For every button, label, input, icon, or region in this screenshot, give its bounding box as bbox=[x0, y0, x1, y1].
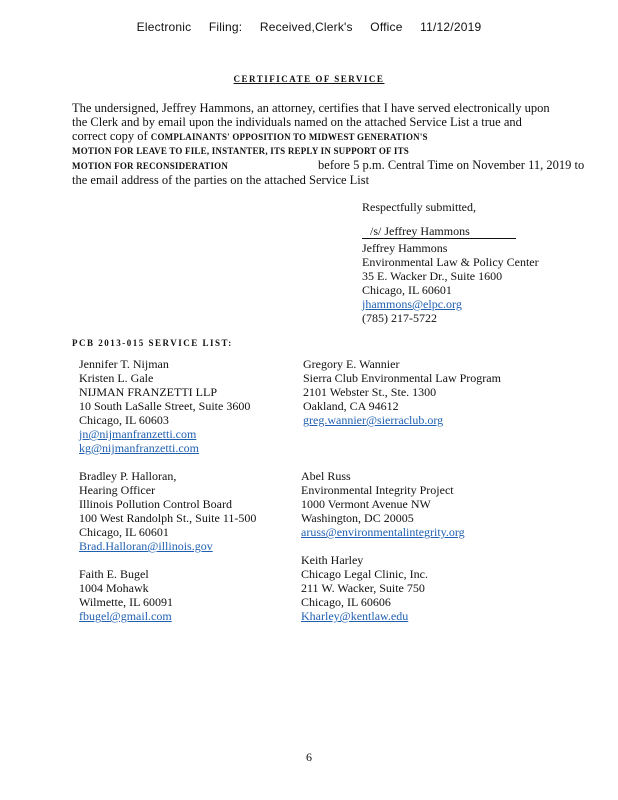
contact-harley bbox=[301, 553, 428, 623]
service-list-title: PCB 2013-015 SERVICE LIST: bbox=[72, 338, 233, 348]
contact-email-link[interactable]: aruss@environmentalintegrity.org bbox=[301, 525, 465, 539]
signer-email-link[interactable]: jhammons@elpc.org bbox=[362, 297, 462, 311]
contact-city: Washington, DC 20005 bbox=[301, 511, 414, 525]
filing-word-4: Office bbox=[370, 20, 403, 34]
body-line-3-text: correct copy of bbox=[72, 129, 151, 143]
contact-name: Faith E. Bugel bbox=[79, 567, 149, 581]
contact-wannier bbox=[303, 357, 501, 427]
page-number: 6 bbox=[306, 750, 312, 764]
contact-bugel bbox=[79, 567, 173, 623]
contact-organization: Environmental Integrity Project bbox=[301, 483, 454, 497]
filing-word-1: Electronic bbox=[136, 20, 192, 34]
body-line-6: the email address of the parties on the attached Service List bbox=[72, 173, 370, 187]
contact-address: 1000 Vermont Avenue NW bbox=[301, 497, 431, 511]
signer-address-1: 35 E. Wacker Dr., Suite 1600 bbox=[362, 269, 503, 283]
body-line-2: the Clerk and by email upon the individuals named on the attached Service List a true and bbox=[72, 115, 522, 129]
contact-email-link[interactable]: fbugel@gmail.com bbox=[79, 609, 172, 623]
document-title-part-3: MOTION FOR RECONSIDERATION bbox=[72, 161, 229, 171]
certificate-title bbox=[0, 74, 618, 84]
contact-city: Chicago, IL 60601 bbox=[79, 525, 169, 539]
contact-name: Abel Russ bbox=[301, 469, 351, 483]
contact-name: Bradley P. Halloran, bbox=[79, 469, 177, 483]
body-line-5-text: before 5 p.m. Central Time on November 11, 2019 to bbox=[318, 158, 585, 172]
contact-address: 2101 Webster St., Ste. 1300 bbox=[303, 385, 437, 399]
certificate-title-text: CERTIFICATE OF SERVICE bbox=[233, 74, 385, 84]
contact-firm: NIJMAN FRANZETTI LLP bbox=[79, 385, 217, 399]
contact-address: 10 South LaSalle Street, Suite 3600 bbox=[79, 399, 251, 413]
contact-role: Hearing Officer bbox=[79, 483, 156, 497]
contact-email-link[interactable]: Kharley@kentlaw.edu bbox=[301, 609, 409, 623]
contact-organization: Illinois Pollution Control Board bbox=[79, 497, 233, 511]
contact-russ bbox=[301, 469, 465, 539]
contact-name: Jennifer T. Nijman bbox=[79, 357, 169, 371]
contact-name: Kristen L. Gale bbox=[79, 371, 154, 385]
filing-date: 11/12/2019 bbox=[420, 20, 482, 34]
contact-address: 1004 Mohawk bbox=[79, 581, 149, 595]
body-line-1: The undersigned, Jeffrey Hammons, an attorney, certifies that I have served electronically upon bbox=[72, 101, 550, 115]
signature-block bbox=[362, 200, 562, 325]
contact-halloran bbox=[79, 469, 256, 553]
filing-word-3: Received,Clerk's bbox=[259, 20, 353, 34]
contact-name: Gregory E. Wannier bbox=[303, 357, 400, 371]
body-line-3 bbox=[72, 129, 552, 144]
contact-city: Chicago, IL 60603 bbox=[79, 413, 169, 427]
signer-phone: (785) 217-5722 bbox=[362, 311, 437, 325]
signer-name: Jeffrey Hammons bbox=[362, 241, 448, 255]
signature-closing: Respectfully submitted, bbox=[362, 200, 476, 214]
contact-email-link[interactable]: jn@nijmanfranzetti.com bbox=[79, 427, 197, 441]
contact-name: Keith Harley bbox=[301, 553, 364, 567]
document-title-part-1: COMPLAINANTS' OPPOSITION TO MIDWEST GENERATION'S bbox=[150, 132, 428, 142]
certificate-body bbox=[72, 101, 585, 187]
signer-organization: Environmental Law & Policy Center bbox=[362, 255, 539, 269]
contact-city: Wilmette, IL 60091 bbox=[79, 595, 174, 609]
contact-email-link[interactable]: Brad.Halloran@illinois.gov bbox=[79, 539, 213, 553]
filing-header bbox=[0, 20, 618, 34]
contact-organization: Chicago Legal Clinic, Inc. bbox=[301, 567, 428, 581]
electronic-signature: /s/ Jeffrey Hammons bbox=[362, 224, 516, 239]
contact-address: 211 W. Wacker, Suite 750 bbox=[301, 581, 425, 595]
contact-nijman bbox=[79, 357, 250, 455]
body-line-5 bbox=[72, 158, 585, 173]
contact-address: 100 West Randolph St., Suite 11-500 bbox=[79, 511, 257, 525]
document-title-part-2: MOTION FOR LEAVE TO FILE, INSTANTER, ITS REPLY IN SUPPORT OF ITS bbox=[72, 146, 409, 156]
filing-word-2: Filing: bbox=[208, 20, 243, 34]
contact-email-link[interactable]: greg.wannier@sierraclub.org bbox=[303, 413, 444, 427]
contact-email-link[interactable]: kg@nijmanfranzetti.com bbox=[79, 441, 200, 455]
contact-city: Chicago, IL 60606 bbox=[301, 595, 391, 609]
signer-address-2: Chicago, IL 60601 bbox=[362, 283, 452, 297]
contact-organization: Sierra Club Environmental Law Program bbox=[303, 371, 501, 385]
contact-city: Oakland, CA 94612 bbox=[303, 399, 399, 413]
